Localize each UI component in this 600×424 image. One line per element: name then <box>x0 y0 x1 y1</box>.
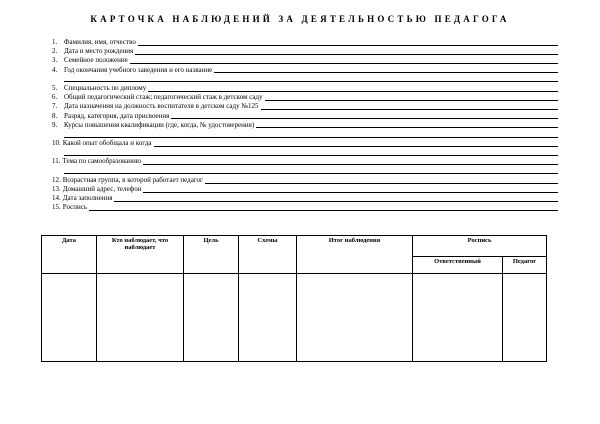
field-text: Тема по самообразованию <box>62 157 142 166</box>
fill-in-line[interactable] <box>64 81 558 82</box>
col-signature-header: Роспись <box>413 236 547 257</box>
col-goal-header: Цель <box>184 236 239 274</box>
field-label <box>52 157 143 166</box>
table-header-row <box>42 236 547 257</box>
field-row <box>52 93 558 102</box>
field-number: 15. <box>52 203 61 212</box>
field-label <box>52 47 135 56</box>
col-observer-header: Кто наблюдает, что наблюдает <box>97 236 184 274</box>
field-continuation-line <box>52 148 558 157</box>
field-continuation-line <box>52 167 558 176</box>
col-teacher-header: Педагог <box>503 257 547 274</box>
field-row <box>52 203 558 212</box>
field-label <box>52 203 89 212</box>
field-text: Фамилия, имя, отчество <box>64 38 136 46</box>
field-number: 13. <box>52 185 61 193</box>
fill-in-line[interactable] <box>64 155 558 156</box>
field-text: Роспись <box>62 203 88 212</box>
field-text: Курсы повышения квалификации (где, когда, № удостоверения) <box>64 120 255 129</box>
cell-teacher[interactable] <box>503 274 547 362</box>
card-title: КАРТОЧКА НАБЛЮДЕНИЙ ЗА ДЕЯТЕЛЬНОСТЬЮ ПЕДАГОГА <box>90 14 510 24</box>
field-row <box>52 139 558 148</box>
field-text: Какой опыт обобщала и когда <box>62 139 152 148</box>
cell-schemes[interactable] <box>239 274 297 362</box>
field-number: 9. <box>52 120 58 129</box>
field-number: 14. <box>52 194 61 203</box>
field-label <box>52 38 138 47</box>
field-row <box>52 185 558 194</box>
field-label <box>52 84 148 93</box>
table-row <box>42 274 547 362</box>
field-text: Специальность по диплому <box>64 83 147 92</box>
field-row <box>52 38 558 47</box>
col-responsible-header: Ответственный <box>413 257 503 274</box>
fill-in-line[interactable] <box>52 201 558 202</box>
field-number: 7. <box>52 102 58 111</box>
field-number: 1. <box>52 38 58 46</box>
cell-date[interactable] <box>42 274 97 362</box>
field-row <box>52 157 558 166</box>
field-number: 8. <box>52 111 58 120</box>
field-label <box>52 112 171 121</box>
field-text: Дата назначения на должность воспитателя в детском саду №125 <box>64 102 259 111</box>
field-label <box>52 66 214 75</box>
field-row <box>52 176 558 185</box>
field-number: 11. <box>52 157 61 166</box>
field-row <box>52 47 558 56</box>
field-text: Общий педагогический стаж; педагогический стаж в детском саду <box>64 93 263 102</box>
field-label <box>52 121 256 130</box>
field-continuation-line <box>52 130 558 139</box>
field-label <box>52 194 114 203</box>
observation-table <box>41 235 547 362</box>
col-result-header: Итог наблюдения <box>297 236 413 274</box>
cell-responsible[interactable] <box>413 274 503 362</box>
field-number: 5. <box>52 83 58 92</box>
field-number: 6. <box>52 93 58 102</box>
field-number: 4. <box>52 65 58 74</box>
field-continuation-line <box>52 75 558 84</box>
fill-in-line[interactable] <box>52 210 558 211</box>
field-row <box>52 121 558 130</box>
field-number: 12. <box>52 175 61 184</box>
fields-list <box>52 38 558 213</box>
field-label <box>52 139 154 148</box>
field-text: Возрастная группа, в которой работает педагог <box>62 175 203 184</box>
field-text: Разряд, категория, дата присвоения <box>64 111 170 120</box>
col-date-header: Дата <box>42 236 97 274</box>
col-schemes-header: Схемы <box>239 236 297 274</box>
field-label <box>52 176 205 185</box>
field-row <box>52 84 558 93</box>
field-label <box>52 102 261 111</box>
cell-goal[interactable] <box>184 274 239 362</box>
field-row <box>52 56 558 65</box>
fill-in-line[interactable] <box>64 137 558 138</box>
observation-table-wrap <box>41 235 546 362</box>
field-row <box>52 194 558 203</box>
field-label <box>52 56 130 65</box>
field-text: Семейное положение <box>64 56 128 65</box>
field-label <box>52 93 265 102</box>
field-row <box>52 102 558 111</box>
field-text: Дата и место рождения <box>64 47 134 56</box>
field-text: Дата заполнения <box>62 194 113 203</box>
field-text: Домашний адрес, телефон <box>62 185 142 193</box>
field-row <box>52 66 558 75</box>
cell-result[interactable] <box>297 274 413 362</box>
field-number: 2. <box>52 47 58 56</box>
field-row <box>52 112 558 121</box>
field-text: Год окончания учебного заведения и его название <box>64 65 213 74</box>
field-label <box>52 185 143 194</box>
field-number: 10. <box>52 139 61 148</box>
fill-in-line[interactable] <box>64 173 558 174</box>
cell-observer[interactable] <box>97 274 184 362</box>
field-number: 3. <box>52 56 58 65</box>
